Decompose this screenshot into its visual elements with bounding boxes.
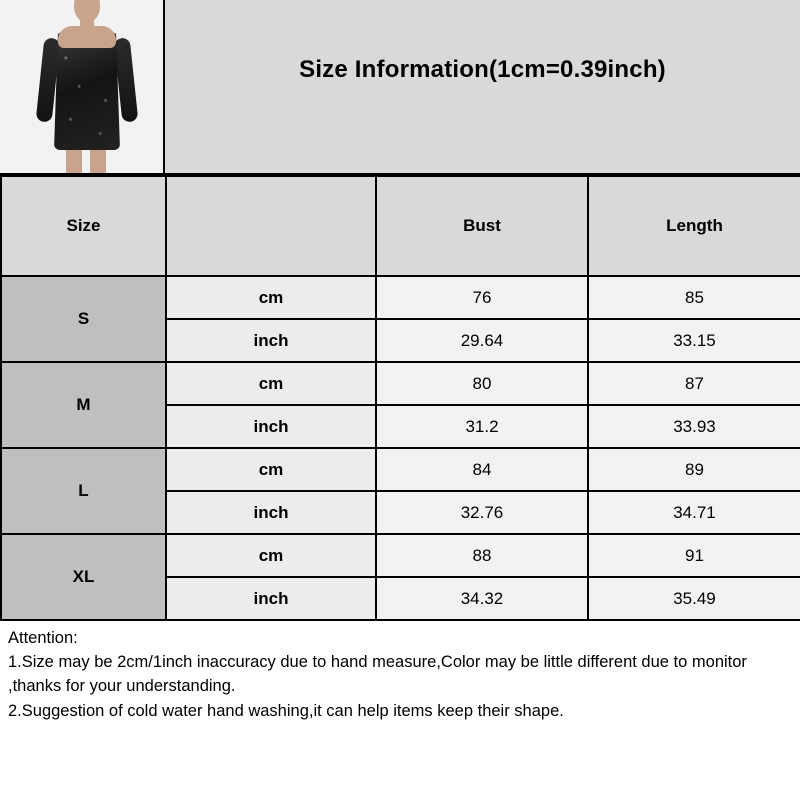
length-value: 87 xyxy=(588,362,800,405)
model-photo xyxy=(0,0,163,173)
size-label-m: M xyxy=(1,362,166,448)
unit-cell: inch xyxy=(166,405,376,448)
length-value: 85 xyxy=(588,276,800,319)
bust-value: 88 xyxy=(376,534,588,577)
bust-value: 76 xyxy=(376,276,588,319)
attention-block xyxy=(0,621,800,724)
table-row xyxy=(1,534,800,577)
bust-value: 80 xyxy=(376,362,588,405)
attention-line-2: 2.Suggestion of cold water hand washing,it can help items keep their shape. xyxy=(8,702,564,721)
length-value: 89 xyxy=(588,448,800,491)
length-value: 33.15 xyxy=(588,319,800,362)
length-value: 34.71 xyxy=(588,491,800,534)
bust-value: 29.64 xyxy=(376,319,588,362)
unit-cell: cm xyxy=(166,534,376,577)
page-title: Size Information(1cm=0.39inch) xyxy=(299,55,666,83)
size-table xyxy=(0,175,800,621)
model-neckline xyxy=(70,30,104,46)
table-row xyxy=(1,448,800,491)
unit-cell: inch xyxy=(166,319,376,362)
size-label-xl: XL xyxy=(1,534,166,620)
header-band xyxy=(0,0,800,175)
unit-cell: inch xyxy=(166,491,376,534)
table-row xyxy=(1,276,800,319)
length-value: 91 xyxy=(588,534,800,577)
header-title-area xyxy=(165,0,800,173)
column-header-bust: Bust xyxy=(376,176,588,276)
model-dress xyxy=(54,32,120,150)
unit-cell: cm xyxy=(166,362,376,405)
unit-cell: inch xyxy=(166,577,376,620)
unit-cell: cm xyxy=(166,448,376,491)
bust-value: 84 xyxy=(376,448,588,491)
column-header-size: Size xyxy=(1,176,166,276)
attention-title: Attention: xyxy=(8,629,78,647)
column-header-length: Length xyxy=(588,176,800,276)
bust-value: 32.76 xyxy=(376,491,588,534)
size-label-l: L xyxy=(1,448,166,534)
bust-value: 34.32 xyxy=(376,577,588,620)
model-left-leg xyxy=(66,146,82,173)
size-label-s: S xyxy=(1,276,166,362)
length-value: 33.93 xyxy=(588,405,800,448)
length-value: 35.49 xyxy=(588,577,800,620)
column-header-unit xyxy=(166,176,376,276)
table-row xyxy=(1,362,800,405)
model-right-leg xyxy=(90,146,106,173)
unit-cell: cm xyxy=(166,276,376,319)
bust-value: 31.2 xyxy=(376,405,588,448)
attention-line-1: 1.Size may be 2cm/1inch inaccuracy due to hand measure,Color may be little different due to monitor ,thanks for your understanding. xyxy=(8,653,747,695)
product-image xyxy=(0,0,165,173)
table-header-row xyxy=(1,176,800,276)
